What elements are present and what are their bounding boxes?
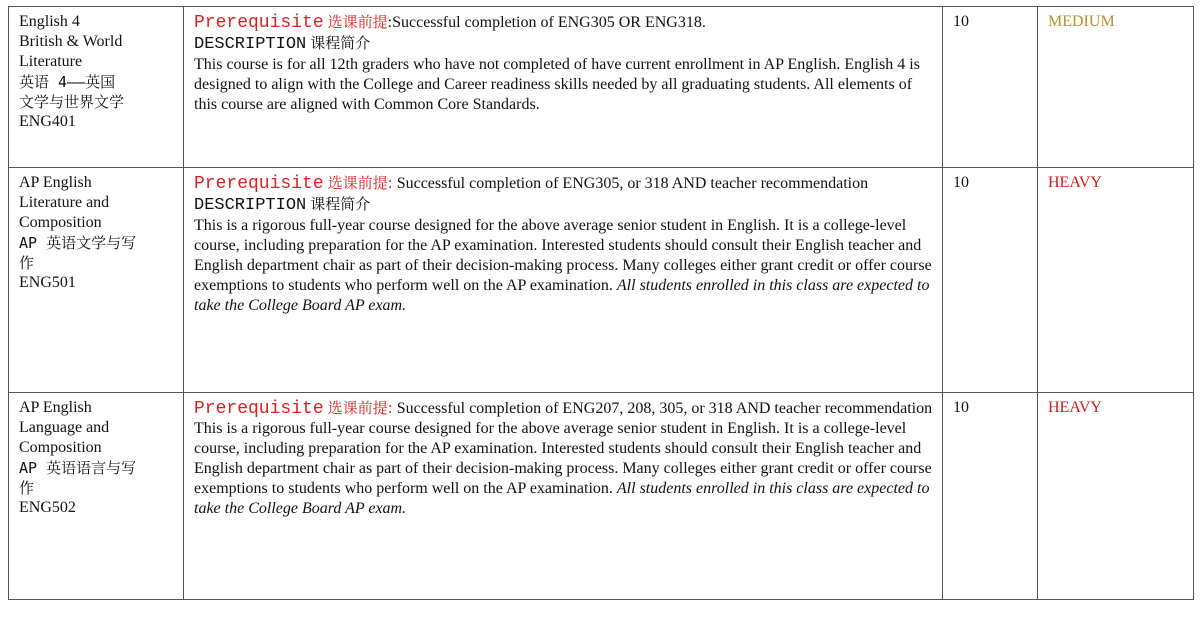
course-row (9, 168, 1194, 393)
description-text: This is a rigorous full-year course designed for the above average senior student in English. It is a college-level course, including preparation for the AP examination. Interested students should consult their English teacher and English department chair as part of their decision-making process. Many colleges either grant credit or offer course exemptions to students who perform well on the AP examination. (194, 217, 932, 294)
course-title-zh-line: 英语 4——英国 (19, 73, 116, 91)
prerequisite-text: :Successful completion of ENG305 OR ENG318. (387, 14, 706, 31)
course-row (9, 393, 1194, 600)
course-code: ENG501 (19, 274, 76, 291)
credits-value: 10 (953, 399, 969, 416)
course-title-line: Literature and (19, 194, 110, 211)
course-title-zh-line: AP 英语语言与写 (19, 459, 137, 477)
weight-cell (1038, 168, 1194, 393)
prerequisite-label-zh: 选课前提 (327, 13, 388, 31)
course-title-line: Literature (19, 53, 83, 70)
prerequisite-label: Prerequisite (194, 399, 324, 419)
course-title-zh-line: AP 英语文学与写 (19, 234, 137, 252)
prerequisite-line (194, 173, 933, 194)
course-title-zh-line: 作 (19, 479, 35, 497)
course-title-line: Composition (19, 214, 102, 231)
course-title-cell (9, 168, 184, 393)
course-title-line: British & World (19, 33, 123, 50)
prerequisite-line (194, 12, 933, 33)
course-title-cell (9, 7, 184, 168)
prerequisite-line (194, 398, 933, 419)
course-description-cell (184, 7, 943, 168)
course-table (8, 6, 1194, 600)
prerequisite-text: Successful completion of ENG207, 208, 305, or 318 AND teacher recommendation (392, 400, 933, 417)
course-code: ENG401 (19, 113, 76, 130)
credits-value: 10 (953, 13, 969, 30)
credits-cell (943, 393, 1038, 600)
description-heading (194, 194, 933, 216)
description-label: DESCRIPTION (194, 196, 307, 215)
prerequisite-label-zh: 选课前提: (327, 174, 393, 192)
course-title-zh-line: 作 (19, 254, 35, 272)
prerequisite-label: Prerequisite (194, 13, 324, 33)
weight-value: HEAVY (1048, 399, 1102, 416)
course-title-line: AP English (19, 174, 92, 191)
weight-value: MEDIUM (1048, 13, 1115, 30)
course-title-line: Language and (19, 419, 110, 436)
course-code: ENG502 (19, 499, 76, 516)
prerequisite-text: Successful completion of ENG305, or 318 AND teacher recommendation (392, 175, 869, 192)
description-label: DESCRIPTION (194, 35, 307, 54)
weight-cell (1038, 7, 1194, 168)
description-text: This is a rigorous full-year course designed for the above average senior student in English. It is a college-level course, including preparation for the AP examination. Interested students should consult their English teacher and English department chair as part of their decision-making process. Many colleges either grant credit or offer course exemptions to students who perform well on the AP examination. (194, 420, 932, 497)
course-description-cell (184, 168, 943, 393)
description-text: This course is for all 12th graders who have not completed of have current enrollment in AP English. English 4 is designed to align with the College and Career readiness skills needed by all graduating students. All elements of this course are aligned with Common Core Standards. (194, 56, 920, 113)
course-title-zh-line: 文学与世界文学 (19, 93, 125, 111)
prerequisite-label: Prerequisite (194, 174, 324, 194)
credits-cell (943, 7, 1038, 168)
description-italic-note: All students enrolled in this class are expected to take the College Board AP exam. (194, 480, 930, 517)
course-title-line: AP English (19, 399, 92, 416)
course-title-line: Composition (19, 439, 102, 456)
course-title-line: English 4 (19, 13, 80, 30)
description-italic-note: All students enrolled in this class are expected to take the College Board AP exam. (194, 277, 930, 314)
course-description-cell (184, 393, 943, 600)
prerequisite-label-zh: 选课前提: (327, 399, 393, 417)
description-heading (194, 33, 933, 55)
description-label-zh: 课程简介 (310, 195, 371, 213)
description-label-zh: 课程简介 (310, 34, 371, 52)
credits-value: 10 (953, 174, 969, 191)
weight-value: HEAVY (1048, 174, 1102, 191)
credits-cell (943, 168, 1038, 393)
course-title-cell (9, 393, 184, 600)
course-row (9, 7, 1194, 168)
weight-cell (1038, 393, 1194, 600)
